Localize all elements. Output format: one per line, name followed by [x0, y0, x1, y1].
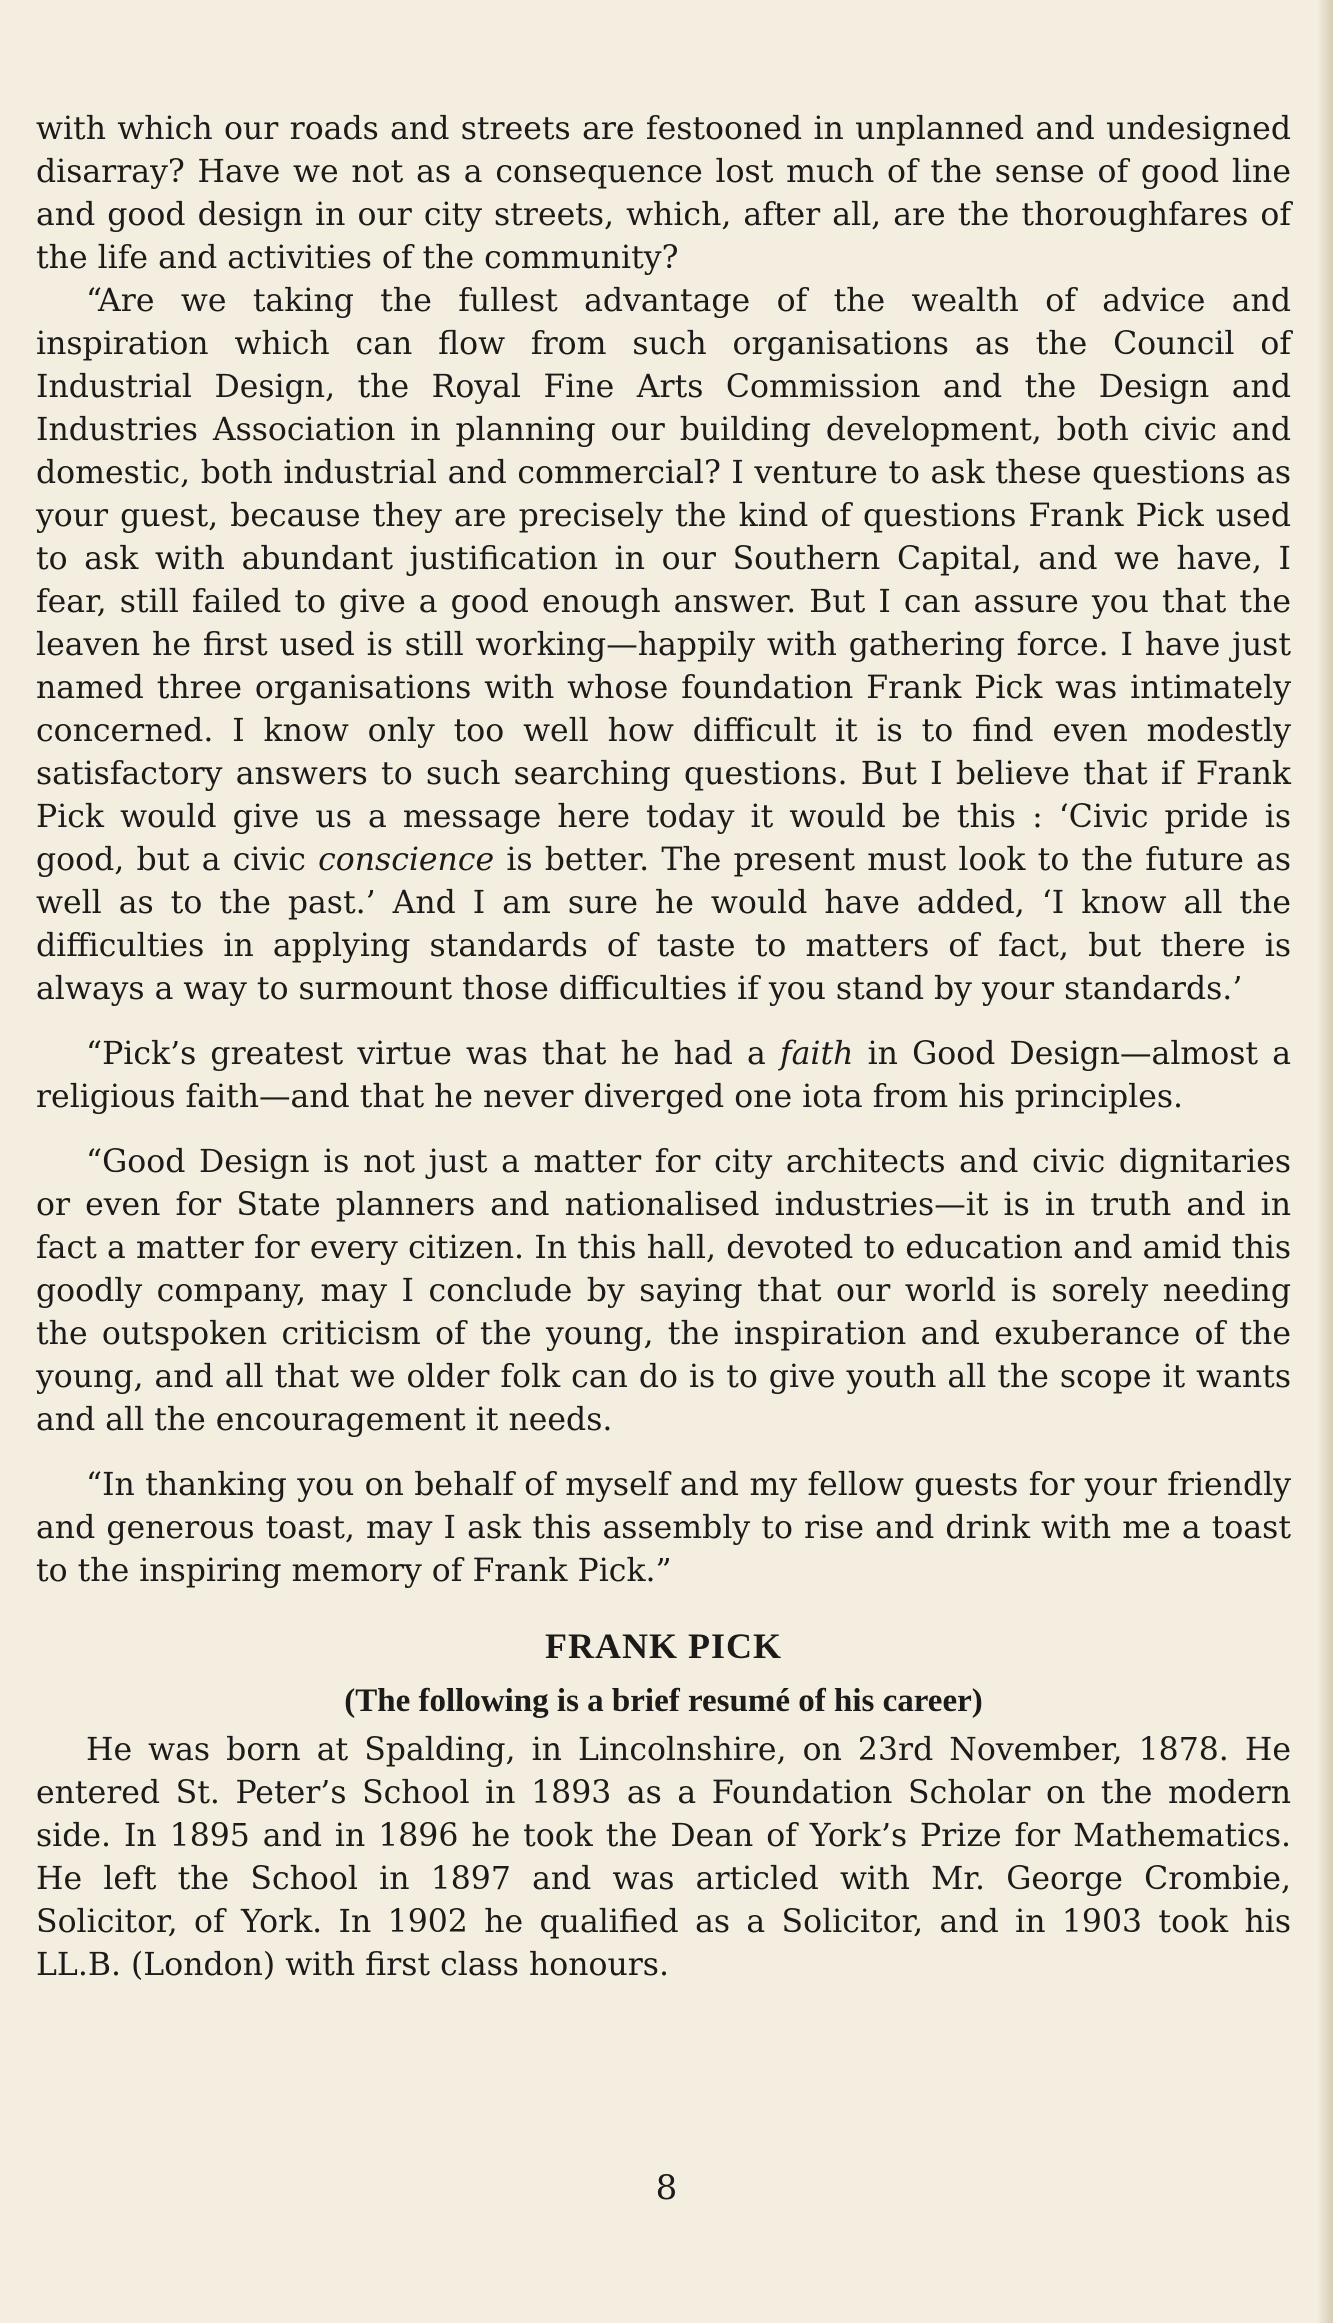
paragraph-text: “Good Design is not just a matter for city architects and civic dignitaries or even for State planners and nationalised industries—it is in truth and in fact a matter for every citizen. In this hall, devoted to education and amid this goodly company, may I conclude by saying that our world is sorely needing the outspoken criticism of the young, the inspiration and exuberance of the young, and all that we older folk can do is to give youth all the scope it wants and all the encouragement it needs. — [36, 1144, 1291, 1438]
paragraph-toast — [36, 1464, 1291, 1593]
paragraph-continuation — [36, 108, 1291, 280]
section-subheading: (The following is a brief resumé of his career) — [344, 1683, 983, 1719]
paragraph-text: “In thanking you on behalf of myself and my fellow guests for your friendly and generous toast, may I ask this assembly to rise and drink with me a toast to the inspiring memory of Frank Pick.” — [36, 1467, 1291, 1589]
paragraph-text-continued: in Good Design—almost a religious faith—and that he never diverged one iota from his principles. — [36, 1036, 1291, 1115]
paragraph-text: with which our roads and streets are festooned in unplanned and undesigned disarray? Have we not as a consequence lost much of the sense of good line and good design in our city streets, which, after all, are the thoroughfares of the life and activities of the community? — [36, 111, 1291, 276]
paragraph-picks-virtue — [36, 1033, 1291, 1119]
paragraph-council-question — [36, 280, 1291, 1011]
paragraph-text: “Pick’s greatest virtue was that he had a — [86, 1036, 780, 1072]
paragraph-text: “Are we taking the fullest advantage of the wealth of advice and inspiration which can flow from such organisations as the Council of Industrial Design, the Royal Fine Arts Commission and the Design and Industries Association in planning our building development, both civic and domestic, both industrial and commercial? I venture to ask these questions as your guest, because they are precisely the kind of questions Frank Pick used to ask with abundant justification in our Southern Capital, and we have, I fear, still failed to give a good enough answer. But I can assure you that the leaven he first used is still working—happily with gathering force. I have just named three organisations with whose foundation Frank Pick was intimately concerned. I know only too well how difficult it is to find even modestly satisfactory answers to such searching questions. But I believe that if Frank Pick would give us a message here today it would be this : ‘Civic pride is good, but a civic — [36, 283, 1291, 878]
paragraph-career: He was born at Spalding, in Lincolnshire, on 23rd November, 1878. He entered St. Peter’s School in 1893 as a Foundation Scholar on the modern side. In 1895 and in 1896 he took the Dean of York’s Prize for Mathematics. He left the School in 1897 and was articled with Mr. George Crombie, Solicitor, of York. In 1902 he qualified as a Solicitor, and in 1903 took his LL.B. (London) with first class honours. — [36, 1732, 1291, 1983]
paragraph-good-design — [36, 1141, 1291, 1442]
page-edge-shadow — [1317, 0, 1333, 2323]
page-number: 8 — [655, 2168, 678, 2208]
page-body — [36, 108, 1291, 1987]
paragraph-text-continued: is better. The present must look to the future as well as to the past.’ And I am sure he would have added, ‘I know all the difficulties in applying standards of taste to matters of fact, but there is always a way to surmount those difficulties if you stand by your standards.’ — [36, 842, 1291, 1007]
italic-emphasis: faith — [779, 1036, 854, 1072]
section-heading: FRANK PICK — [545, 1626, 782, 1666]
italic-emphasis: conscience — [318, 842, 495, 878]
